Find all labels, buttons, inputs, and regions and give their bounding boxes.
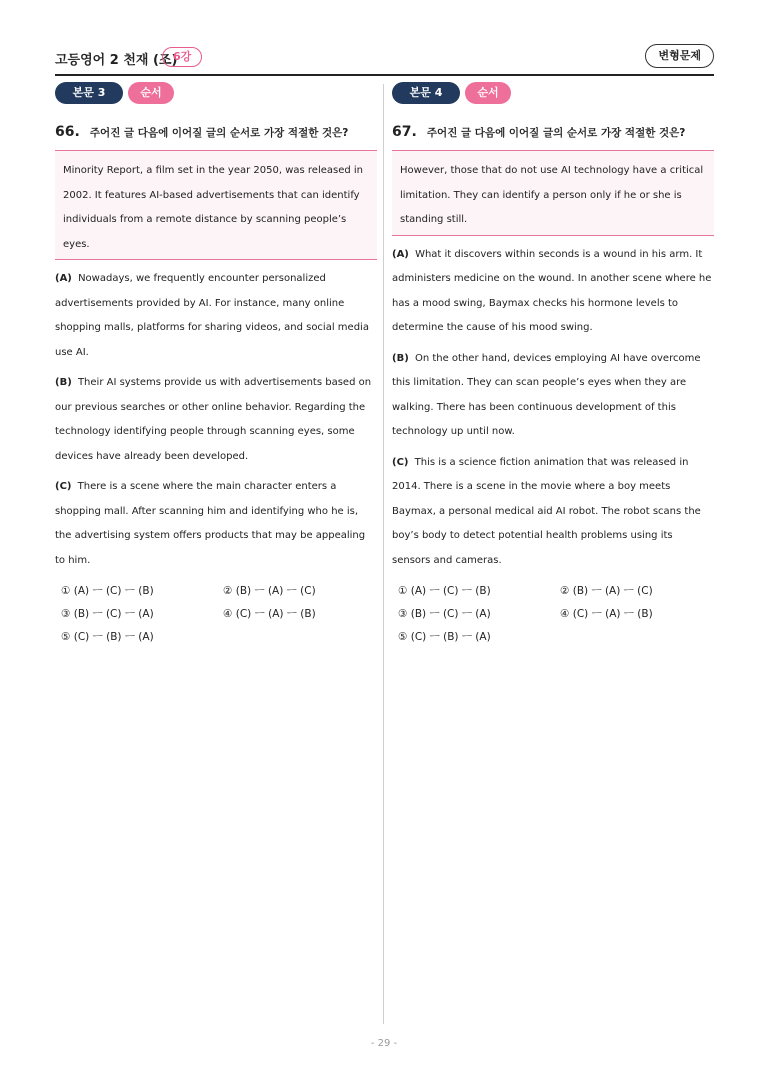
choice-5[interactable]: ⑤ (C) ㅡ (B) ㅡ (A) — [61, 631, 154, 643]
choice-3[interactable]: ③ (B) ㅡ (C) ㅡ (A) — [398, 608, 491, 620]
question-prompt — [392, 121, 714, 139]
part-a — [55, 267, 377, 365]
question-text: 주어진 글 다음에 이어질 글의 순서로 가장 적절한 것은? — [426, 127, 686, 139]
question-type-badge: 변형문제 — [645, 44, 714, 68]
choice-2[interactable]: ② (B) ㅡ (A) ㅡ (C) — [223, 585, 316, 597]
question-number: 66. — [55, 124, 80, 140]
part-label: (C) — [392, 456, 409, 468]
question-prompt — [55, 121, 377, 139]
choice-row — [398, 606, 714, 629]
lesson-badge: 6강 — [162, 47, 202, 67]
part-text: Their AI systems provide us with advertisements based on our previous searches or other online behavior. Regarding the technology identifying people through scanning eyes, some devices have already been developed. — [55, 377, 372, 462]
given-passage: However, those that do not use AI technology have a critical limitation. They can identify a person only if he or she is standing still. — [400, 165, 704, 225]
part-label: (C) — [55, 481, 72, 492]
question-67-column — [392, 82, 714, 652]
passage-parts — [55, 267, 377, 573]
part-label: (A) — [55, 273, 72, 284]
part-text: There is a scene where the main character enters a shopping mall. After scanning him and identifying who he is, the advertising system offers products that may be appealing to him. — [55, 481, 366, 566]
part-text: Nowadays, we frequently encounter personalized advertisements provided by AI. For instance, many online shopping malls, platforms for sharing videos, and social media use AI. — [55, 273, 369, 358]
part-label: (B) — [392, 352, 409, 364]
choice-3[interactable]: ③ (B) ㅡ (C) ㅡ (A) — [61, 608, 154, 620]
tag-row — [55, 82, 377, 104]
part-c — [392, 451, 714, 574]
part-c — [55, 475, 377, 573]
choice-1[interactable]: ① (A) ㅡ (C) ㅡ (B) — [398, 585, 491, 597]
part-label: (B) — [55, 377, 72, 388]
choice-2[interactable]: ② (B) ㅡ (A) ㅡ (C) — [560, 585, 653, 597]
page-number: - 29 - — [370, 1038, 398, 1049]
part-a — [392, 243, 714, 341]
choice-row — [398, 583, 714, 606]
page-header — [55, 44, 714, 76]
part-text: This is a science fiction animation that was released in 2014. There is a scene in the movie where a boy meets Baymax, a personal medical aid AI robot. The robot scans the boy’s body to detect potential health problems using its sensors and cameras. — [392, 456, 701, 566]
tag-row — [392, 82, 714, 104]
passage-parts — [392, 243, 714, 574]
part-label: (A) — [392, 248, 409, 260]
part-text: What it discovers within seconds is a wound in his arm. It administers medicine on the wound. In another scene where he has a mood swing, Baymax checks his hormone levels to determine the cause of his mood swing. — [392, 248, 712, 333]
choice-row — [61, 583, 377, 606]
choice-4[interactable]: ④ (C) ㅡ (A) ㅡ (B) — [223, 608, 316, 620]
question-text: 주어진 글 다음에 이어질 글의 순서로 가장 적절한 것은? — [89, 127, 349, 139]
type-tag: 순서 — [465, 82, 511, 104]
section-tag: 본문 3 — [55, 82, 123, 104]
answer-choices — [392, 583, 714, 652]
answer-choices — [55, 583, 377, 652]
column-divider — [383, 84, 384, 1024]
choice-row — [398, 629, 714, 652]
part-b — [55, 371, 377, 469]
choice-1[interactable]: ① (A) ㅡ (C) ㅡ (B) — [61, 585, 154, 597]
choice-5[interactable]: ⑤ (C) ㅡ (B) ㅡ (A) — [398, 631, 491, 643]
choice-row — [61, 606, 377, 629]
given-passage-box — [392, 150, 714, 236]
type-tag: 순서 — [128, 82, 174, 104]
part-text: On the other hand, devices employing AI have overcome this limitation. They can scan people’s eyes when they are walking. There has been continuous development of this technology up until now. — [392, 352, 701, 437]
book-title: 고등영어 2 천재 (조) — [55, 53, 178, 68]
question-66-column — [55, 82, 377, 652]
question-number: 67. — [392, 124, 417, 140]
part-b — [392, 347, 714, 445]
given-passage: Minority Report, a film set in the year 2050, was released in 2002. It features AI-based advertisements that can identify individuals from a remote distance by scanning people’s eyes. — [63, 165, 364, 250]
choice-4[interactable]: ④ (C) ㅡ (A) ㅡ (B) — [560, 608, 653, 620]
choice-row — [61, 629, 377, 652]
given-passage-box — [55, 150, 377, 260]
section-tag: 본문 4 — [392, 82, 460, 104]
